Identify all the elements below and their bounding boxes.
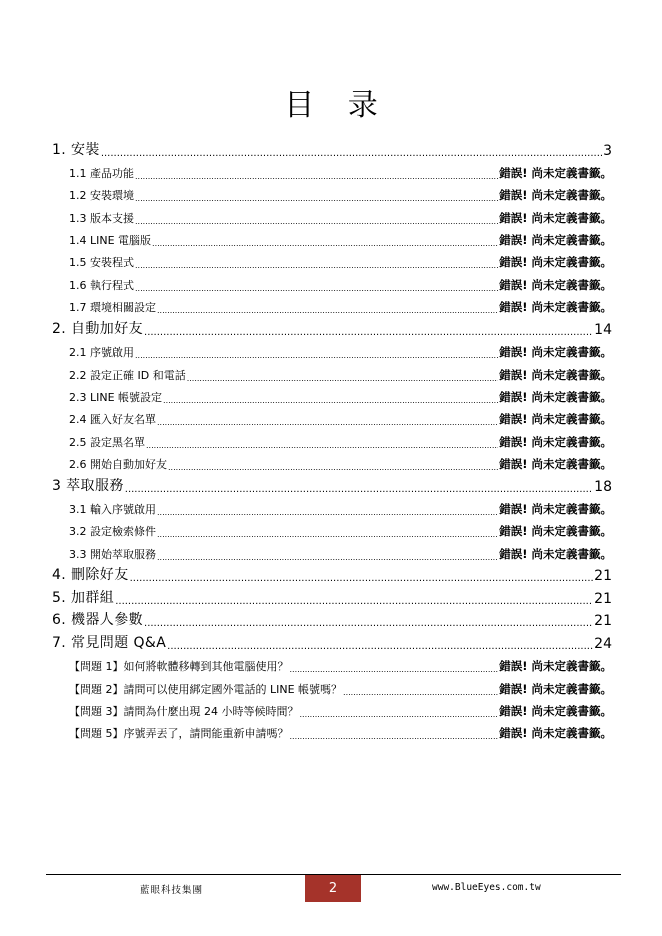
toc-entry-label: 2.3 LINE 帳號設定 — [69, 390, 163, 404]
toc-entry-page: 錯誤! 尚未定義書籤。 — [499, 165, 612, 180]
dot-leader — [135, 191, 498, 203]
toc-section-entry[interactable] — [52, 629, 612, 652]
toc-entry-label: 1.7 環境相關設定 — [69, 301, 156, 315]
toc-entry-page: 錯誤! 尚未定義書籤。 — [499, 703, 612, 718]
toc-entry-page: 錯誤! 尚未定義書籤。 — [499, 389, 612, 404]
toc-entry-label: 3 萃取服務 — [52, 477, 124, 494]
toc-subsection-entry[interactable] — [52, 495, 612, 517]
toc-subsection-entry[interactable] — [52, 203, 612, 225]
toc-entry-page: 21 — [594, 568, 612, 585]
toc-subsection-entry[interactable] — [52, 181, 612, 203]
toc-entry-label: 1.2 安裝環境 — [69, 189, 134, 203]
toc-entry-page: 18 — [594, 478, 612, 495]
toc-subsection-entry[interactable] — [52, 719, 612, 741]
toc-subsection-entry[interactable] — [52, 450, 612, 472]
dot-leader — [135, 258, 498, 270]
toc-subsection-entry[interactable] — [52, 427, 612, 449]
toc-entry-label: 1.1 產品功能 — [69, 166, 134, 180]
toc-entry-label: 2.2 設定正確 ID 和電話 — [69, 368, 186, 382]
toc-subsection-entry[interactable] — [52, 270, 612, 292]
toc-section-entry[interactable] — [52, 562, 612, 585]
dot-leader — [157, 415, 498, 427]
toc-entry-page: 錯誤! 尚未定義書籤。 — [499, 277, 612, 292]
toc-entry-page: 21 — [594, 590, 612, 607]
page-title: 目 录 — [284, 88, 390, 123]
toc-subsection-entry[interactable] — [52, 517, 612, 539]
toc-entry-page: 14 — [594, 321, 612, 338]
dot-leader — [157, 527, 498, 539]
toc-subsection-entry[interactable] — [52, 674, 612, 696]
toc-entry-page: 錯誤! 尚未定義書籤。 — [499, 233, 612, 248]
toc-entry-label: 3.2 設定檢索條件 — [69, 525, 156, 539]
toc-subsection-entry[interactable] — [52, 539, 612, 561]
toc-entry-label: 1.4 LINE 電腦版 — [69, 234, 152, 248]
toc-section-entry[interactable] — [52, 607, 612, 630]
footer-page-number: 2 — [305, 875, 361, 902]
toc-entry-label: 4. 刪除好友 — [52, 567, 129, 584]
toc-entry-label: 1.3 版本支援 — [69, 211, 134, 225]
toc-entry-page: 錯誤! 尚未定義書籤。 — [499, 681, 612, 696]
toc-entry-page: 24 — [594, 635, 612, 652]
dot-leader — [101, 145, 602, 159]
dot-leader — [157, 505, 498, 517]
toc-entry-label: 6. 機器人參數 — [52, 612, 144, 629]
toc-entry-label: 1.5 安裝程式 — [69, 256, 134, 270]
toc-entry-label: 1.6 執行程式 — [69, 278, 134, 292]
toc-entry-page: 錯誤! 尚未定義書籤。 — [499, 501, 612, 516]
toc-subsection-entry[interactable] — [52, 697, 612, 719]
dot-leader — [167, 638, 593, 652]
dot-leader — [187, 371, 499, 383]
dot-leader — [343, 685, 498, 697]
dot-leader — [144, 324, 593, 338]
toc-entry-label: 5. 加群組 — [52, 589, 115, 606]
toc-subsection-entry[interactable] — [52, 405, 612, 427]
toc-entry-label: 2.6 開始自動加好友 — [69, 458, 167, 472]
dot-leader — [290, 662, 499, 674]
toc-entry-page: 錯誤! 尚未定義書籤。 — [499, 255, 612, 270]
toc-entry-page: 21 — [594, 613, 612, 630]
dot-leader — [125, 481, 593, 495]
footer-company: 藍眼科技集團 — [140, 885, 204, 896]
toc-entry-label: 2. 自動加好友 — [52, 320, 144, 337]
toc-entry-page: 錯誤! 尚未定義書籤。 — [499, 434, 612, 449]
dot-leader — [157, 303, 498, 315]
toc-subsection-entry[interactable] — [52, 338, 612, 360]
toc-entry-page: 錯誤! 尚未定義書籤。 — [499, 726, 612, 741]
toc-entry-label: 1. 安裝 — [52, 141, 100, 158]
toc-entry-page: 錯誤! 尚未定義書籤。 — [499, 524, 612, 539]
toc-entry-page: 錯誤! 尚未定義書籤。 — [499, 412, 612, 427]
toc-entry-label: 2.1 序號啟用 — [69, 346, 134, 360]
dot-leader — [168, 460, 498, 472]
toc-entry-label: 3.3 開始萃取服務 — [69, 547, 156, 561]
table-of-contents — [52, 136, 612, 741]
toc-entry-page: 錯誤! 尚未定義書籤。 — [499, 300, 612, 315]
dot-leader — [299, 707, 498, 719]
toc-entry-label: 【問題 1】如何將軟體移轉到其他電腦使用？ — [69, 660, 289, 674]
toc-entry-page: 錯誤! 尚未定義書籤。 — [499, 210, 612, 225]
toc-entry-label: 【問題 5】序號弄丟了，請問能重新申請嗎？ — [69, 727, 289, 741]
toc-entry-page: 錯誤! 尚未定義書籤。 — [499, 659, 612, 674]
toc-subsection-entry[interactable] — [52, 226, 612, 248]
toc-entry-page: 錯誤! 尚未定義書籤。 — [499, 367, 612, 382]
dot-leader — [157, 550, 498, 562]
dot-leader — [144, 615, 593, 629]
toc-section-entry[interactable] — [52, 315, 612, 338]
toc-entry-label: 3.1 輸入序號啟用 — [69, 502, 156, 516]
toc-entry-label: 2.4 匯入好友名單 — [69, 413, 156, 427]
toc-entry-label: 【問題 3】請問為什麼出現 24 小時等候時間？ — [69, 704, 299, 718]
dot-leader — [130, 570, 594, 584]
toc-subsection-entry[interactable] — [52, 159, 612, 181]
dot-leader — [135, 348, 498, 360]
dot-leader — [146, 438, 498, 450]
toc-section-entry[interactable] — [52, 584, 612, 607]
toc-entry-page: 錯誤! 尚未定義書籤。 — [499, 457, 612, 472]
dot-leader — [152, 236, 498, 248]
toc-entry-page: 錯誤! 尚未定義書籤。 — [499, 188, 612, 203]
footer-website: www.BlueEyes.com.tw — [432, 882, 541, 893]
toc-subsection-entry[interactable] — [52, 248, 612, 270]
dot-leader — [135, 169, 498, 181]
toc-subsection-entry[interactable] — [52, 293, 612, 315]
toc-entry-label: 7. 常見問題 Q&A — [52, 634, 167, 651]
toc-entry-page: 3 — [603, 142, 612, 159]
dot-leader — [290, 729, 499, 741]
toc-entry-page: 錯誤! 尚未定義書籤。 — [499, 546, 612, 561]
dot-leader — [163, 393, 498, 405]
toc-subsection-entry[interactable] — [52, 383, 612, 405]
toc-entry-label: 2.5 設定黑名單 — [69, 435, 145, 449]
dot-leader — [115, 593, 593, 607]
toc-section-entry[interactable] — [52, 472, 612, 495]
toc-section-entry[interactable] — [52, 136, 612, 159]
dot-leader — [135, 281, 498, 293]
toc-entry-label: 【問題 2】請問可以使用綁定國外電話的 LINE 帳號嗎？ — [69, 682, 343, 696]
toc-subsection-entry[interactable] — [52, 360, 612, 382]
toc-subsection-entry[interactable] — [52, 652, 612, 674]
toc-entry-page: 錯誤! 尚未定義書籤。 — [499, 345, 612, 360]
dot-leader — [135, 214, 498, 226]
